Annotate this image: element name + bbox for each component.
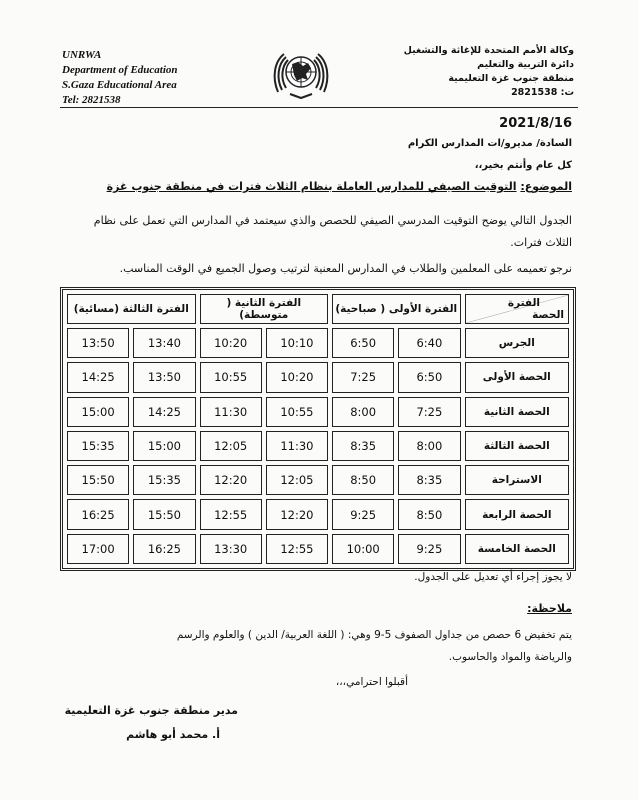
time-cell: 8:35: [332, 431, 394, 461]
schedule-table-frame: [60, 287, 576, 571]
ar-header-line-1: وكالة الأمم المتحدة للإغاثة والتشغيل: [403, 45, 574, 56]
en-header-line-1: UNRWA: [62, 49, 102, 61]
salutation: السادة/ مديرو/ات المدارس الكرام: [407, 138, 572, 149]
time-cell: 6:40: [398, 328, 460, 358]
time-cell: 12:20: [266, 499, 328, 529]
time-cell: 12:05: [266, 465, 328, 495]
time-cell: 9:25: [332, 499, 394, 529]
time-cell: 14:25: [133, 397, 195, 427]
request-paragraph: نرجو تعميمه على المعلمين والطلاب في المدارس المعنية لترتيب وصول الجميع في الوقت المناسب.: [119, 262, 572, 275]
note-line-2: والرياضة والمواد والحاسوب.: [448, 651, 572, 663]
time-cell: 8:00: [332, 397, 394, 427]
signatory-title: مدير منطقة جنوب غزة التعليمية: [64, 704, 238, 717]
time-cell: 11:30: [266, 431, 328, 461]
row-label: الحصة الخامسة: [465, 534, 569, 564]
time-cell: 16:25: [67, 499, 129, 529]
en-header-line-4: Tel: 2821538: [62, 94, 121, 106]
table-row: [67, 499, 569, 529]
un-emblem-icon: [270, 48, 332, 100]
time-cell: 11:30: [200, 397, 262, 427]
row-label: الاستراحة: [465, 465, 569, 495]
closing: أقبلوا احترامي،،،: [335, 676, 408, 688]
row-label: الحصة الأولى: [465, 362, 569, 392]
time-cell: 10:20: [266, 362, 328, 392]
row-label: الحصة الثالثة: [465, 431, 569, 461]
time-cell: 17:00: [67, 534, 129, 564]
subject-line: [107, 180, 572, 193]
english-header: [62, 48, 212, 108]
time-cell: 8:00: [398, 431, 460, 461]
arabic-header: [374, 44, 574, 100]
time-cell: 10:20: [200, 328, 262, 358]
table-row: [67, 328, 569, 358]
intro-paragraph: الجدول التالي يوضح التوقيت المدرسي الصيفي للحصص والذي سيعتمد في المدارس التي تعمل على نظام الثلاث فترات.: [93, 214, 572, 249]
time-cell: 12:55: [200, 499, 262, 529]
time-cell: 12:05: [200, 431, 262, 461]
signatory-name: أ. محمد أبو هاشم: [126, 728, 220, 741]
corner-top-label: الفترة: [507, 297, 540, 309]
time-cell: 15:00: [67, 397, 129, 427]
time-cell: 8:50: [398, 499, 460, 529]
ar-header-line-4: ت: 2821538: [511, 87, 574, 98]
note-line-1: يتم تخفيض 6 حصص من جداول الصفوف 5-9 وهي: ( اللغة العربية/ الدين ) والعلوم والرسم: [176, 629, 572, 641]
time-cell: 6:50: [332, 328, 394, 358]
time-cell: 15:35: [133, 465, 195, 495]
en-header-line-3: S.Gaza Educational Area: [62, 79, 177, 91]
time-cell: 9:25: [398, 534, 460, 564]
table-corner-cell: [465, 294, 569, 324]
letter-date: 2021/8/16: [499, 116, 572, 131]
subject-label: الموضوع:: [520, 180, 572, 193]
time-cell: 10:10: [266, 328, 328, 358]
time-cell: 13:40: [133, 328, 195, 358]
time-cell: 7:25: [332, 362, 394, 392]
time-cell: 13:50: [67, 328, 129, 358]
time-cell: 8:50: [332, 465, 394, 495]
time-cell: 12:55: [266, 534, 328, 564]
row-label: الجرس: [465, 328, 569, 358]
ar-header-line-3: منطقة جنوب غزة التعليمية: [448, 73, 574, 84]
header-period-3: الفترة الثالثة (مسائية): [67, 294, 196, 324]
table-header-row: [67, 294, 569, 324]
time-cell: 15:50: [133, 499, 195, 529]
table-row: [67, 534, 569, 564]
time-cell: 8:35: [398, 465, 460, 495]
time-cell: 16:25: [133, 534, 195, 564]
header-period-2: الفترة الثانية ( متوسطة): [200, 294, 329, 324]
time-cell: 13:50: [133, 362, 195, 392]
greeting: كل عام وأنتم بخير،،: [474, 160, 572, 171]
time-cell: 7:25: [398, 397, 460, 427]
corner-bottom-label: الحصة: [532, 309, 564, 321]
time-cell: 10:55: [200, 362, 262, 392]
schedule-table: [63, 290, 573, 568]
time-cell: 15:50: [67, 465, 129, 495]
en-header-line-2: Department of Education: [62, 64, 178, 76]
row-label: الحصة الرابعة: [465, 499, 569, 529]
table-row: [67, 397, 569, 427]
row-label: الحصة الثانية: [465, 397, 569, 427]
time-cell: 10:55: [266, 397, 328, 427]
subject-text: التوقيت الصيفي للمدارس العاملة بنظام الثلاث فترات في منطقة جنوب غزة: [106, 180, 517, 193]
time-cell: 6:50: [398, 362, 460, 392]
table-row: [67, 431, 569, 461]
no-modification-note: لا يجوز إجراء أي تعديل على الجدول.: [414, 571, 572, 583]
table-row: [67, 362, 569, 392]
header-divider: [60, 107, 578, 108]
note-title: ملاحظة:: [527, 602, 572, 615]
ar-header-line-2: دائرة التربية والتعليم: [477, 59, 574, 70]
time-cell: 14:25: [67, 362, 129, 392]
time-cell: 12:20: [200, 465, 262, 495]
time-cell: 15:35: [67, 431, 129, 461]
header-period-1: الفترة الأولى ( صباحية): [332, 294, 461, 324]
time-cell: 10:00: [332, 534, 394, 564]
time-cell: 15:00: [133, 431, 195, 461]
table-row: [67, 465, 569, 495]
time-cell: 13:30: [200, 534, 262, 564]
